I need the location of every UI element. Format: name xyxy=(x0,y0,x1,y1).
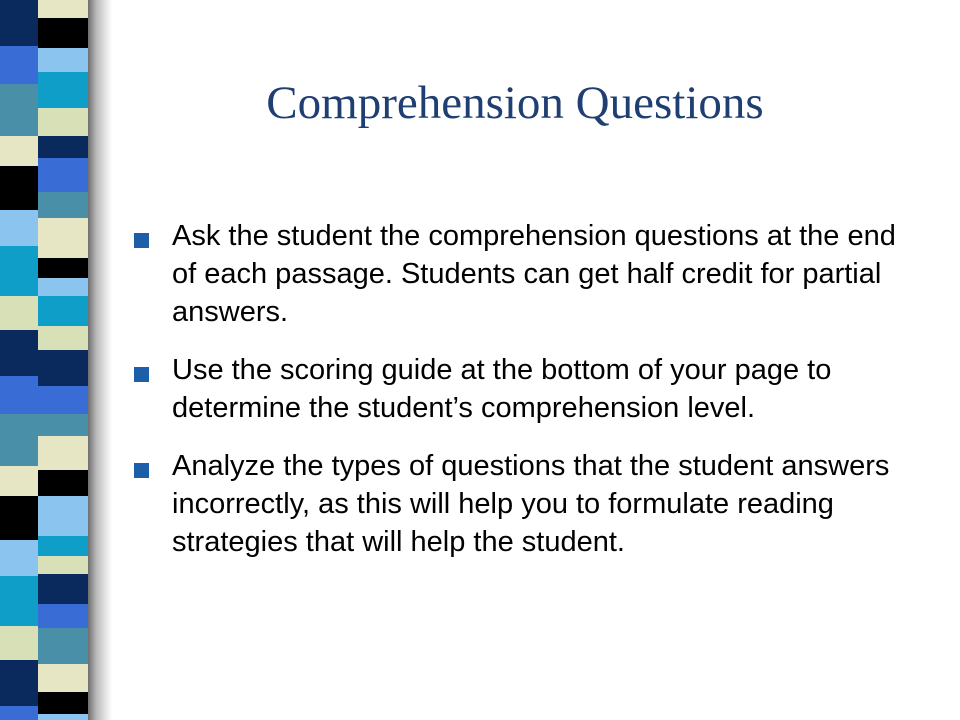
stripe-shadow xyxy=(88,0,112,720)
stripe-block xyxy=(38,136,88,158)
stripe-block xyxy=(38,218,88,258)
stripe-block xyxy=(38,496,88,536)
square-bullet-icon xyxy=(134,367,149,382)
bullet-item xyxy=(132,217,922,331)
stripe-block xyxy=(0,706,38,720)
stripe-block xyxy=(0,0,38,46)
stripe-block xyxy=(0,626,38,660)
bullet-item xyxy=(132,447,922,561)
stripe-block xyxy=(0,466,38,496)
bullet-text: Analyze the types of questions that the student answers incorrectly, as this will help you to formulate reading strategies that will help the student. xyxy=(172,450,890,558)
stripe-block xyxy=(38,278,88,296)
stripe-block xyxy=(0,84,38,136)
stripe-block xyxy=(38,556,88,574)
stripe-block xyxy=(38,414,88,436)
stripe-column-outer xyxy=(0,0,38,720)
stripe-block xyxy=(38,574,88,604)
stripe-block xyxy=(38,470,88,496)
stripe-block xyxy=(38,158,88,192)
slide-title: Comprehension Questions xyxy=(266,77,764,129)
decorative-stripe-border xyxy=(0,0,112,720)
stripe-block xyxy=(38,48,88,72)
stripe-block xyxy=(38,628,88,664)
bullet-text: Use the scoring guide at the bottom of your page to determine the student’s comprehension level. xyxy=(172,354,832,424)
stripe-block xyxy=(0,46,38,84)
stripe-block xyxy=(0,210,38,246)
stripe-block xyxy=(38,18,88,48)
stripe-block xyxy=(0,576,38,626)
stripe-block xyxy=(38,296,88,326)
stripe-block xyxy=(38,326,88,350)
stripe-block xyxy=(0,330,38,376)
bullet-text: Ask the student the comprehension questions at the end of each passage. Students can get half credit for partial answers. xyxy=(172,220,896,328)
bullet-item xyxy=(132,351,922,427)
stripe-block xyxy=(0,496,38,540)
stripe-column-inner xyxy=(38,0,88,720)
stripe-block xyxy=(38,350,88,386)
stripe-block xyxy=(0,540,38,576)
stripe-block xyxy=(0,660,38,706)
bullet-list xyxy=(132,217,922,581)
stripe-block xyxy=(38,536,88,556)
stripe-block xyxy=(0,246,38,296)
stripe-block xyxy=(38,258,88,278)
stripe-block xyxy=(0,414,38,466)
stripe-block xyxy=(38,714,88,720)
stripe-block xyxy=(38,386,88,414)
stripe-block xyxy=(0,136,38,166)
square-bullet-icon xyxy=(134,233,149,248)
stripe-block xyxy=(38,604,88,628)
stripe-block xyxy=(38,692,88,714)
stripe-block xyxy=(38,436,88,470)
stripe-block xyxy=(38,0,88,18)
stripe-block xyxy=(0,376,38,414)
stripe-block xyxy=(0,166,38,210)
stripe-block xyxy=(38,192,88,218)
stripe-block xyxy=(38,72,88,108)
square-bullet-icon xyxy=(134,463,149,478)
stripe-block xyxy=(38,664,88,692)
stripe-block xyxy=(0,296,38,330)
stripe-block xyxy=(38,108,88,136)
